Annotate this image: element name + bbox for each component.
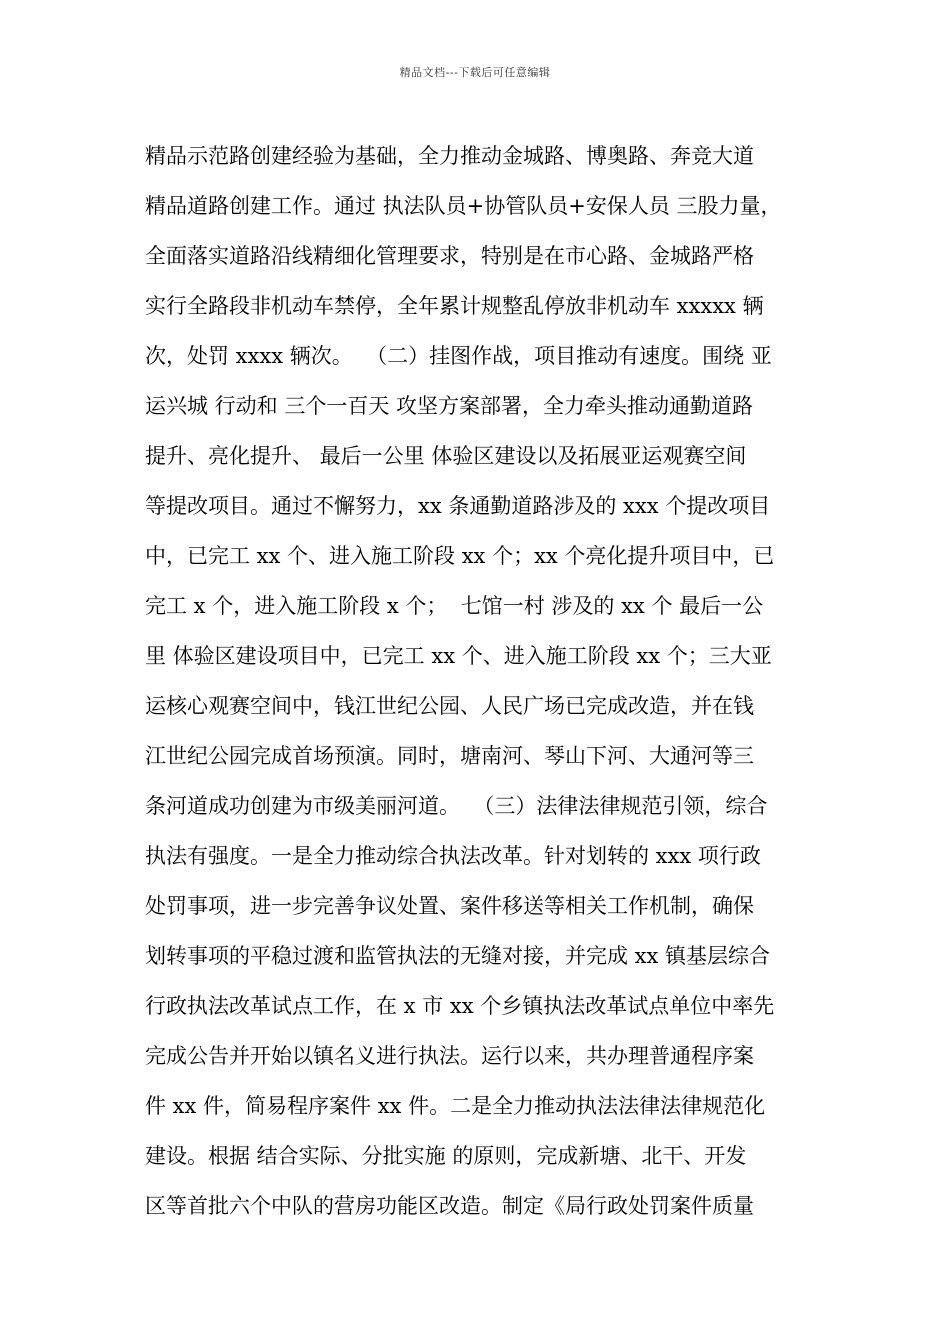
body-line: 完成公告并开始以镇名义进行执法。运行以来，共办理普通程序案 [145, 1044, 754, 1068]
body-line: 运兴城 行动和 三个一百天 攻坚方案部署，全力牵头推动通勤道路 [145, 394, 754, 418]
body-line: 条河道成功创建为市级美丽河道。 （三）法律法律规范引领，综合 [145, 794, 768, 818]
body-line: 精品道路创建工作。通过 执法队员+协管队员+安保人员 三股力量， [145, 194, 782, 218]
body-line: 建设。根据 结合实际、分批实施 的原则，完成新塘、北干、开发 [145, 1144, 747, 1168]
body-line: 运核心观赛空间中，钱江世纪公园、人民广场已完成改造，并在钱 [145, 694, 754, 718]
body-line: 完工 x 个，进入施工阶段 x 个； 七馆一村 涉及的 xx 个 最后一公 [145, 594, 764, 618]
body-line: 等提改项目。通过不懈努力，xx 条通勤道路涉及的 xxx 个提改项目 [145, 494, 771, 518]
body-line: 区等首批六个中队的营房功能区改造。制定《局行政处罚案件质量 [145, 1194, 754, 1218]
body-line: 精品示范路创建经验为基础，全力推动金城路、博奥路、奔竞大道 [145, 144, 754, 168]
body-line: 实行全路段非机动车禁停，全年累计规整乱停放非机动车 xxxxx 辆 [145, 294, 764, 318]
body-line: 江世纪公园完成首场预演。同时，塘南河、琴山下河、大通河等三 [145, 744, 754, 768]
body-line: 件 xx 件，简易程序案件 xx 件。二是全力推动执法法律法律规范化 [145, 1094, 766, 1118]
body-line: 里 体验区建设项目中，已完工 xx 个、进入施工阶段 xx 个；三大亚 [145, 644, 772, 668]
page-header: 精品文档---下载后可任意编辑 [399, 66, 551, 79]
body-line: 处罚事项，进一步完善争议处置、案件移送等相关工作机制，确保 [145, 894, 754, 918]
body-line: 提升、亮化提升、 最后一公里 体验区建设以及拓展亚运观赛空间 [145, 444, 747, 468]
body-line: 行政执法改革试点工作，在 x 市 xx 个乡镇执法改革试点单位中率先 [145, 994, 775, 1018]
body-line: 中，已完工 xx 个、进入施工阶段 xx 个；xx 个亮化提升项目中，已 [145, 544, 775, 568]
document-body [145, 131, 825, 1231]
body-line: 划转事项的平稳过渡和监管执法的无缝对接，并完成 xx 镇基层综合 [145, 944, 771, 968]
body-line: 次，处罚 xxxx 辆次。 （二）挂图作战，项目推动有速度。围绕 亚 [145, 344, 772, 368]
body-line: 全面落实道路沿线精细化管理要求，特别是在市心路、金城路严格 [145, 244, 754, 268]
body-line: 执法有强度。一是全力推动综合执法改革。针对划转的 xxx 项行政 [145, 844, 761, 868]
